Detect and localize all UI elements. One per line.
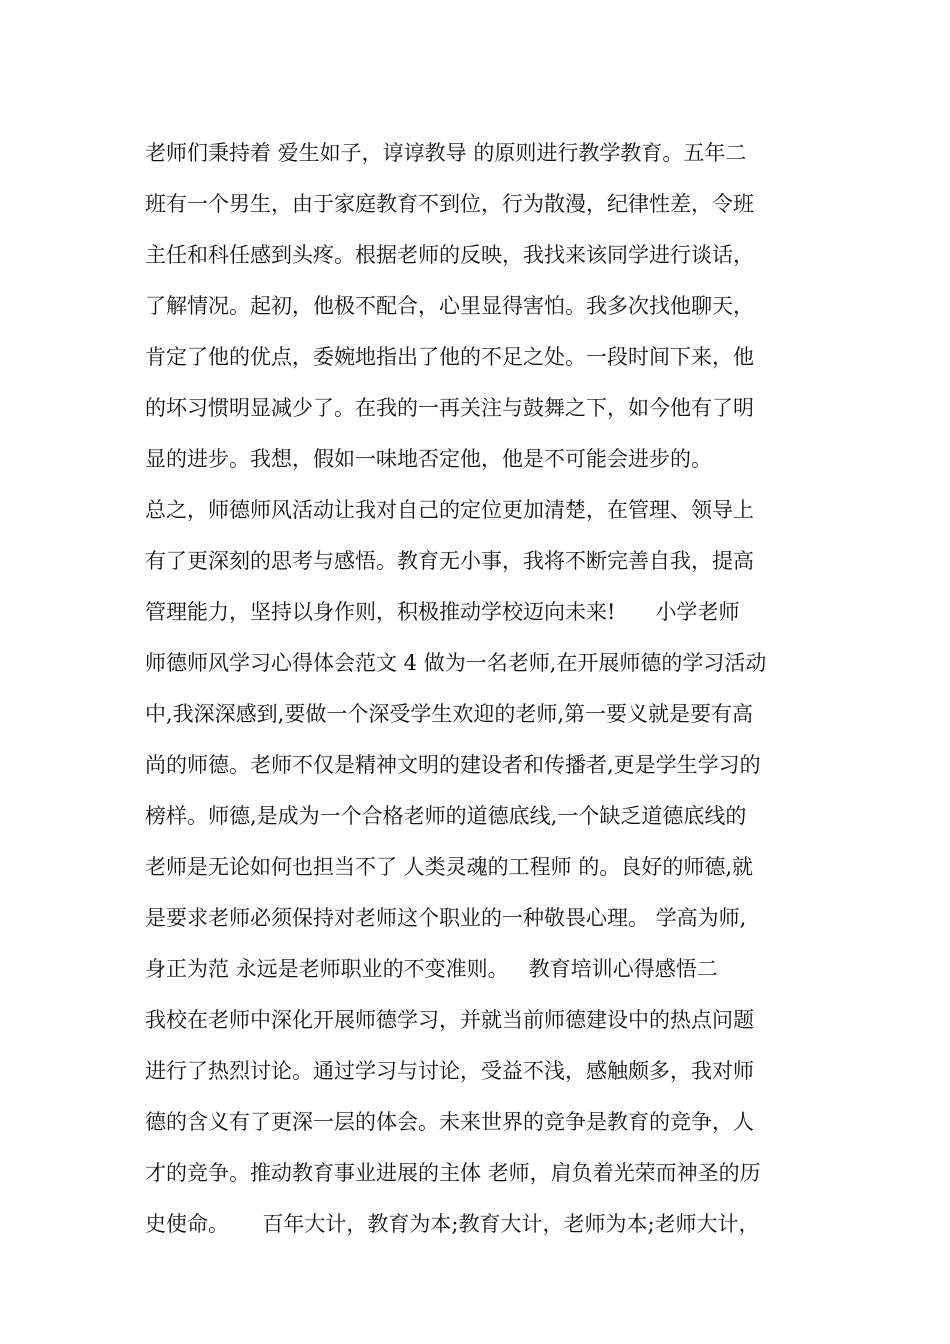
text-line: 身正为范 永远是老师职业的不变准则。 教育培训心得感悟二 bbox=[145, 957, 718, 981]
text-line: 榜样。师德,是成为一个合格老师的道德底线,一个缺乏道德底线的 bbox=[145, 804, 747, 828]
text-line: 老师们秉持着 爱生如子，谆谆教导 的原则进行教学教育。五年二 bbox=[145, 141, 747, 165]
text-line: 德的含义有了更深一层的体会。未来世界的竞争是教育的竞争，人 bbox=[145, 1110, 754, 1134]
text-line: 是要求老师必须保持对老师这个职业的一种敬畏心理。 学高为师, bbox=[145, 906, 747, 930]
text-line: 显的进步。我想，假如一味地否定他，他是不可能会进步的。 bbox=[145, 447, 712, 471]
text-line: 我校在老师中深化开展师德学习，并就当前师德建设中的热点问题 bbox=[145, 1008, 754, 1032]
text-line: 管理能力，坚持以身作则，积极推动学校迈向未来! 小学老师 bbox=[145, 600, 740, 624]
text-line: 主任和科任感到头疼。根据老师的反映，我找来该同学进行谈话， bbox=[145, 243, 754, 267]
text-line: 史使命。 百年大计，教育为本;教育大计，老师为本;老师大计， bbox=[145, 1212, 760, 1236]
text-line: 尚的师德。老师不仅是精神文明的建设者和传播者,更是学生学习的 bbox=[145, 753, 761, 777]
text-line: 中,我深深感到,要做一个深受学生欢迎的老师,第一要义就是要有高 bbox=[145, 702, 754, 726]
text-line: 的坏习惯明显减少了。在我的一再关注与鼓舞之下，如今他有了明 bbox=[145, 396, 754, 420]
body-text bbox=[145, 128, 825, 1250]
text-line: 师德师风学习心得体会范文 4 做为一名老师,在开展师德的学习活动 bbox=[145, 651, 767, 675]
text-line: 肯定了他的优点，委婉地指出了他的不足之处。一段时间下来，他 bbox=[145, 345, 754, 369]
text-line: 总之，师德师风活动让我对自己的定位更加清楚，在管理、领导上 bbox=[145, 498, 754, 522]
text-line: 班有一个男生，由于家庭教育不到位，行为散漫，纪律性差，令班 bbox=[145, 192, 754, 216]
text-line: 了解情况。起初，他极不配合，心里显得害怕。我多次找他聊天， bbox=[145, 294, 754, 318]
text-line: 进行了热烈讨论。通过学习与讨论，受益不浅，感触颇多，我对师 bbox=[145, 1059, 754, 1083]
text-line: 有了更深刻的思考与感悟。教育无小事，我将不断完善自我，提高 bbox=[145, 549, 754, 573]
text-line: 才的竞争。推动教育事业进展的主体 老师，肩负着光荣而神圣的历 bbox=[145, 1161, 761, 1185]
text-line: 老师是无论如何也担当不了 人类灵魂的工程师 的。良好的师德,就 bbox=[145, 855, 754, 879]
